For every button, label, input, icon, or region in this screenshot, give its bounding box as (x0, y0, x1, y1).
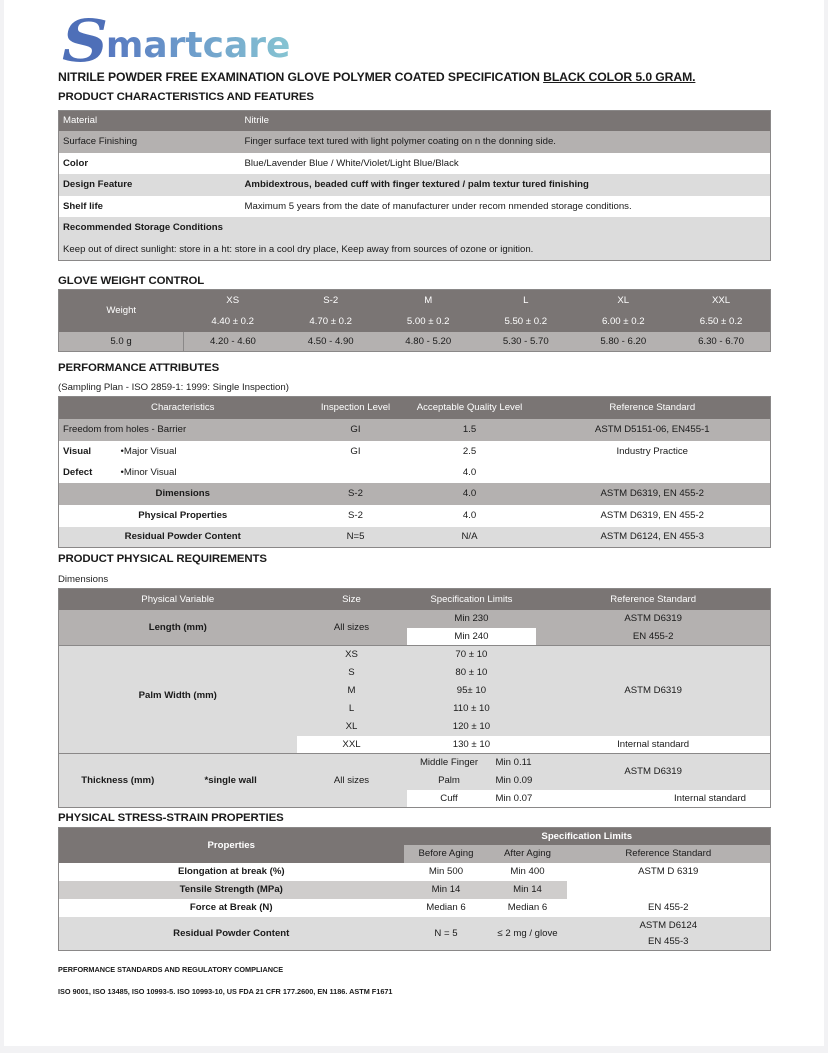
weight-range: 5.80 - 6.20 (600, 335, 647, 347)
weight-range: 4.50 - 4.90 (307, 335, 354, 347)
spec-value: 80 ± 10 (455, 667, 488, 678)
aql-value: 4.0 (462, 466, 477, 478)
table-row (59, 863, 771, 881)
weight-table (58, 289, 771, 352)
reference-standard: Internal standard (536, 736, 770, 754)
column-header: Specification Limits (430, 593, 513, 605)
size-header: L (523, 294, 529, 306)
spec-value: Min 230 (454, 613, 489, 624)
aql-value: N/A (461, 531, 478, 543)
spec-value: 95± 10 (456, 685, 487, 696)
stress-heading: PHYSICAL STRESS-STRAIN PROPERTIES (58, 812, 284, 824)
row-label: •Major Visual (120, 445, 177, 457)
reference-standard: Industry Practice (616, 445, 688, 457)
table-row (59, 441, 771, 462)
spec-value: 110 ± 10 (453, 703, 490, 714)
size-value: All sizes (333, 621, 370, 633)
row-label: Shelf life (63, 200, 103, 212)
document-title (58, 70, 695, 84)
column-header: Acceptable Quality Level (416, 402, 523, 414)
table-row (59, 505, 771, 527)
characteristics-table (58, 110, 771, 261)
reference-standard (535, 462, 771, 483)
performance-table (58, 396, 771, 548)
aql-value: 4.0 (462, 488, 477, 499)
table-row (59, 589, 771, 610)
single-wall-note: *single wall (204, 775, 257, 786)
weight-row-label: 5.0 g (59, 332, 184, 352)
reference-standard (567, 881, 771, 899)
reference-standard: ASTM D6124 (639, 919, 698, 931)
table-row (59, 610, 771, 628)
column-header: Inspection Level (320, 402, 391, 414)
reference-standard: EN 455-3 (647, 936, 689, 948)
table-row (59, 646, 771, 664)
thickness-part: Palm (438, 775, 460, 786)
physical-req-table (58, 588, 771, 808)
thickness-part: Cuff (407, 790, 492, 808)
column-header: Before Aging (418, 848, 474, 859)
inspection-level: S-2 (348, 488, 363, 499)
column-header: Size (342, 593, 361, 605)
aql-value: 2.5 (462, 445, 477, 457)
size-value: S (348, 667, 355, 678)
row-value: Finger surface text tured with light polymer coating on n the donning side. (244, 136, 556, 147)
inspection-level: GI (350, 424, 361, 435)
reference-standard: ASTM D6319, EN 455-2 (600, 510, 704, 521)
table-row (59, 462, 771, 483)
row-value: Blue/Lavender Blue / White/Violet/Light Blue/Black (244, 157, 459, 169)
visual-label: Visual (63, 445, 92, 457)
row-label: Material (63, 115, 98, 127)
row-label: Dimensions (155, 488, 210, 499)
dimensions-subheading: Dimensions (58, 574, 109, 585)
row-label: Residual Powder Content (124, 531, 241, 543)
row-label: Color (63, 157, 89, 169)
smartcare-logo (62, 7, 291, 75)
row-label: Palm Width (mm) (138, 690, 217, 702)
weight-target: 6.00 ± 0.2 (601, 315, 645, 327)
thickness-part: Middle Finger (419, 757, 479, 769)
row-label: Freedom from holes - Barrier (63, 424, 187, 435)
spec-limits-header: Specification Limits (404, 828, 771, 845)
size-value: L (348, 703, 355, 714)
before-aging: N = 5 (434, 927, 458, 939)
size-header: XXL (711, 294, 731, 306)
table-row (59, 131, 771, 153)
size-value: XS (345, 649, 358, 661)
inspection-level: N=5 (346, 531, 365, 543)
row-label: •Minor Visual (120, 466, 177, 478)
compliance-heading: PERFORMANCE STANDARDS AND REGULATORY COMPLIANCE (58, 965, 284, 974)
after-aging: ≤ 2 mg / glove (497, 927, 558, 939)
weight-range: 4.20 - 4.60 (210, 335, 256, 347)
column-header: Physical Variable (141, 593, 215, 605)
weight-heading: GLOVE WEIGHT CONTROL (58, 275, 205, 287)
stress-table (58, 827, 771, 951)
reference-standard: ASTM D 6319 (638, 866, 699, 877)
column-header: Characteristics (151, 402, 215, 414)
reference-standard: Internal standard (536, 790, 770, 808)
inspection-level: GI (350, 445, 361, 457)
after-aging: Min 400 (510, 866, 545, 877)
weight-target: 4.40 ± 0.2 (211, 315, 255, 327)
physical-req-heading: PRODUCT PHYSICAL REQUIREMENTS (58, 553, 267, 565)
row-label: Length (mm) (148, 621, 207, 633)
weight-target: 5.50 ± 0.2 (504, 315, 548, 327)
reference-standard: ASTM D6319 (624, 685, 682, 697)
size-header: S-2 (323, 294, 339, 306)
performance-heading: PERFORMANCE ATTRIBUTES (58, 362, 220, 374)
column-header: After Aging (504, 848, 551, 859)
weight-label: Weight (106, 305, 137, 317)
inspection-level: S-2 (348, 510, 363, 521)
size-header: M (424, 294, 433, 306)
storage-value: Keep out of direct sunlight: store in a ht: store in a cool dry place, Keep away from sources of ozone or ignition. (63, 243, 534, 255)
spec-value: Min 0.11 (495, 757, 532, 769)
logo-wordmark: martcare (105, 25, 291, 66)
weight-target: 6.50 ± 0.2 (699, 315, 743, 327)
row-label: Force at Break (N) (189, 902, 273, 913)
table-row (59, 174, 771, 196)
aql-value: 4.0 (462, 510, 477, 521)
title-main: NITRILE POWDER FREE EXAMINATION GLOVE POLYMER COATED SPECIFICATION (58, 70, 544, 84)
row-label: Surface Finishing (63, 136, 138, 147)
spec-value: 70 ± 10 (455, 649, 488, 661)
spec-value: Min 240 (407, 628, 537, 646)
table-row (59, 754, 771, 772)
defect-label: Defect (63, 466, 93, 478)
table-row (59, 419, 771, 441)
row-label: Residual Powder Content (173, 927, 290, 939)
table-row (59, 899, 771, 917)
spec-sheet-page (4, 0, 824, 1046)
table-row (59, 483, 771, 505)
sampling-plan-note: (Sampling Plan - ISO 2859-1: 1999: Single Inspection) (58, 382, 289, 393)
table-row (59, 290, 771, 311)
row-label: Physical Properties (138, 510, 228, 521)
before-aging: Min 500 (428, 866, 464, 877)
after-aging: Median 6 (507, 902, 548, 913)
thickness-label: Thickness (mm) (81, 775, 155, 786)
reference-standard: EN 455-2 (632, 630, 674, 642)
row-label: Elongation at break (%) (177, 866, 285, 877)
table-row (59, 917, 771, 934)
reference-standard: ASTM D6319 (624, 766, 682, 778)
table-row (59, 217, 771, 239)
table-row (59, 111, 771, 131)
row-value: Nitrile (244, 115, 270, 127)
title-underlined: BLACK COLOR 5.0 GRAM. (543, 70, 696, 84)
aql-value: 1.5 (462, 424, 477, 435)
size-value: M (347, 685, 356, 696)
reference-standard: ASTM D6124, EN 455-3 (600, 531, 704, 543)
weight-range: 6.30 - 6.70 (698, 335, 744, 347)
spec-value: 120 ± 10 (452, 721, 491, 732)
characteristics-heading: PRODUCT CHARACTERISTICS AND FEATURES (58, 91, 314, 103)
row-value: Maximum 5 years from the date of manufacturer under recom nmended storage conditions. (244, 200, 632, 212)
table-row (59, 239, 771, 261)
spec-value: 130 ± 10 (407, 736, 537, 754)
size-header: XL (617, 294, 630, 306)
table-row (59, 196, 771, 217)
table-row (59, 736, 771, 754)
table-row (59, 881, 771, 899)
weight-range: 5.30 - 5.70 (502, 335, 549, 347)
weight-target: 5.00 ± 0.2 (406, 315, 450, 327)
table-row (59, 153, 771, 174)
empty-cell (59, 736, 297, 754)
size-value: XL (345, 721, 358, 732)
reference-standard: EN 455-2 (647, 902, 689, 913)
row-value: Ambidextrous, beaded cuff with finger textured / palm textur tured finishing (244, 179, 589, 190)
reference-standard: ASTM D6319 (624, 613, 682, 624)
spec-value: Min 0.07 (492, 790, 537, 808)
row-label: Tensile Strength (MPa) (59, 881, 404, 899)
properties-header: Properties (59, 828, 404, 863)
after-aging: Min 14 (489, 881, 567, 899)
compliance-standards: ISO 9001, ISO 13485, ISO 10993-5. ISO 10993-10, US FDA 21 CFR 177.2600, EN 1186. ASTM F1671 (58, 987, 393, 996)
table-row (59, 527, 771, 548)
before-aging: Min 14 (404, 881, 489, 899)
column-header: Reference Standard (609, 402, 696, 414)
size-value: XXL (297, 736, 407, 754)
column-header: Reference Standard (610, 593, 697, 605)
reference-standard: ASTM D6319, EN 455-2 (600, 488, 704, 499)
spec-value: Min 0.09 (495, 775, 533, 786)
before-aging: Median 6 (426, 902, 466, 913)
size-value: All sizes (333, 775, 370, 786)
row-label: Design Feature (63, 179, 133, 190)
table-row (59, 332, 771, 352)
table-row (59, 397, 771, 419)
storage-label: Recommended Storage Conditions (63, 222, 223, 233)
weight-target: 4.70 ± 0.2 (309, 315, 352, 327)
reference-standard: ASTM D5151-06, EN455-1 (594, 424, 710, 435)
size-header: XS (226, 294, 240, 306)
table-row (59, 828, 771, 845)
weight-range: 4.80 - 5.20 (405, 335, 452, 347)
inspection-level (307, 462, 405, 483)
logo-s-glyph: S (62, 7, 106, 75)
column-header: Reference Standard (625, 848, 712, 859)
